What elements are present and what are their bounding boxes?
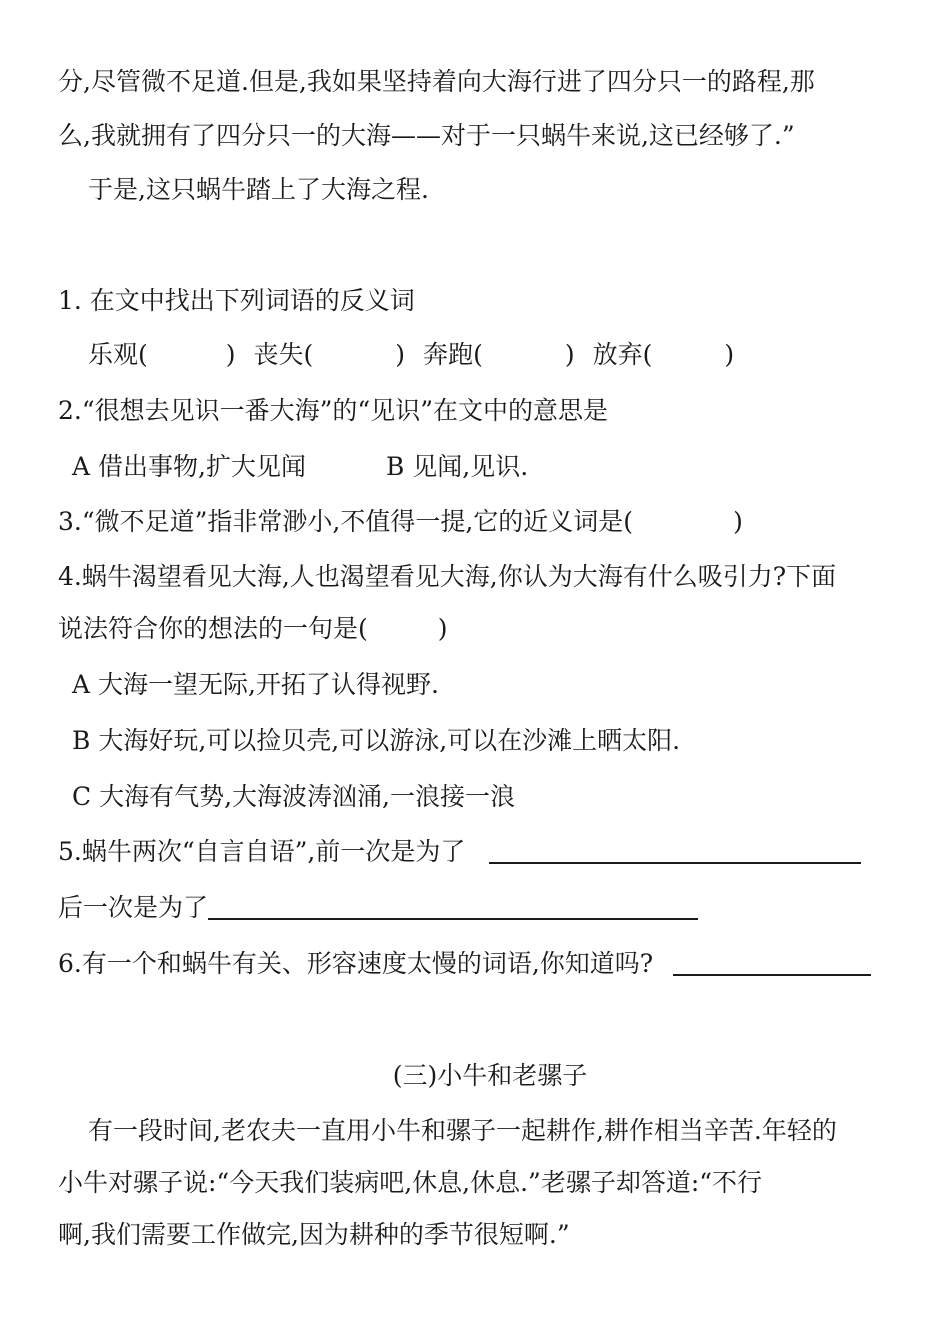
- paren-close: ): [225, 340, 236, 369]
- antonym-word: 乐观(: [88, 340, 148, 369]
- question-6-prompt: 6.有一个和蜗牛有关、形容速度太慢的词语,你知道吗?: [58, 949, 654, 978]
- passage-line-2: 么,我就拥有了四分只一的大海——对于一只蜗牛来说,这已经够了.”: [58, 121, 795, 150]
- answer-blank[interactable]: [208, 917, 698, 920]
- section-3-line-2: 小牛对骡子说:“今天我们装病吧,休息,休息.”老骡子却答道:“不行: [58, 1168, 763, 1197]
- question-5-line-1: [58, 839, 861, 864]
- question-6: [58, 951, 871, 976]
- section-3-line-3: 啊,我们需要工作做完,因为耕种的季节很短啊.”: [58, 1220, 570, 1249]
- option-a: A 借出事物,扩大见闻: [72, 452, 306, 481]
- section-title: [0, 1063, 950, 1088]
- answer-blank[interactable]: [673, 973, 871, 976]
- paren-close: ): [724, 340, 735, 369]
- question-4-prompt-2: [58, 616, 448, 641]
- question-5-line-2: [58, 895, 698, 920]
- question-2-prompt: 2.“很想去见识一番大海”的“见识”在文中的意思是: [58, 396, 608, 425]
- paren-close: ): [733, 507, 743, 536]
- question-5-prompt-2: 后一次是为了: [58, 893, 209, 922]
- question-4-prompt-text: 说法符合你的想法的一句是(: [58, 614, 368, 643]
- question-1-prompt: 1. 在文中找出下列词语的反义词: [58, 286, 415, 315]
- antonym-word: 丧失(: [253, 340, 314, 369]
- passage-line-3: 于是,这只蜗牛踏上了大海之程.: [88, 175, 429, 204]
- question-1-words: [88, 342, 734, 367]
- question-4-option-b: B 大海好玩,可以捡贝壳,可以游泳,可以在沙滩上晒太阳.: [72, 726, 681, 755]
- question-2-options: [72, 454, 528, 479]
- answer-blank[interactable]: [489, 861, 861, 864]
- question-4-option-c: C 大海有气势,大海波涛汹涌,一浪接一浪: [72, 782, 515, 811]
- question-4-prompt-1: 4.蜗牛渴望看见大海,人也渴望看见大海,你认为大海有什么吸引力?下面: [58, 562, 837, 591]
- question-5-prompt: 5.蜗牛两次“自言自语”,前一次是为了: [58, 837, 466, 866]
- passage-line-1: 分,尽管微不足道.但是,我如果坚持着向大海行进了四分只一的路程,那: [58, 67, 815, 96]
- antonym-word: 奔跑(: [423, 340, 483, 369]
- paren-close: ): [437, 614, 448, 643]
- section-3-title: (三)小牛和老骡子: [392, 1061, 588, 1090]
- question-3-prompt: 3.“微不足道”指非常渺小,不值得一提,它的近义词是(: [58, 507, 634, 536]
- question-4-option-a: A 大海一望无际,开拓了认得视野.: [72, 670, 439, 699]
- paren-close: ): [395, 340, 406, 369]
- paren-close: ): [564, 340, 575, 369]
- question-3: [58, 509, 743, 534]
- section-3-line-1: 有一段时间,老农夫一直用小牛和骡子一起耕作,耕作相当辛苦.年轻的: [88, 1116, 837, 1145]
- antonym-word: 放弃(: [592, 340, 653, 369]
- option-b: B 见闻,见识.: [385, 452, 529, 481]
